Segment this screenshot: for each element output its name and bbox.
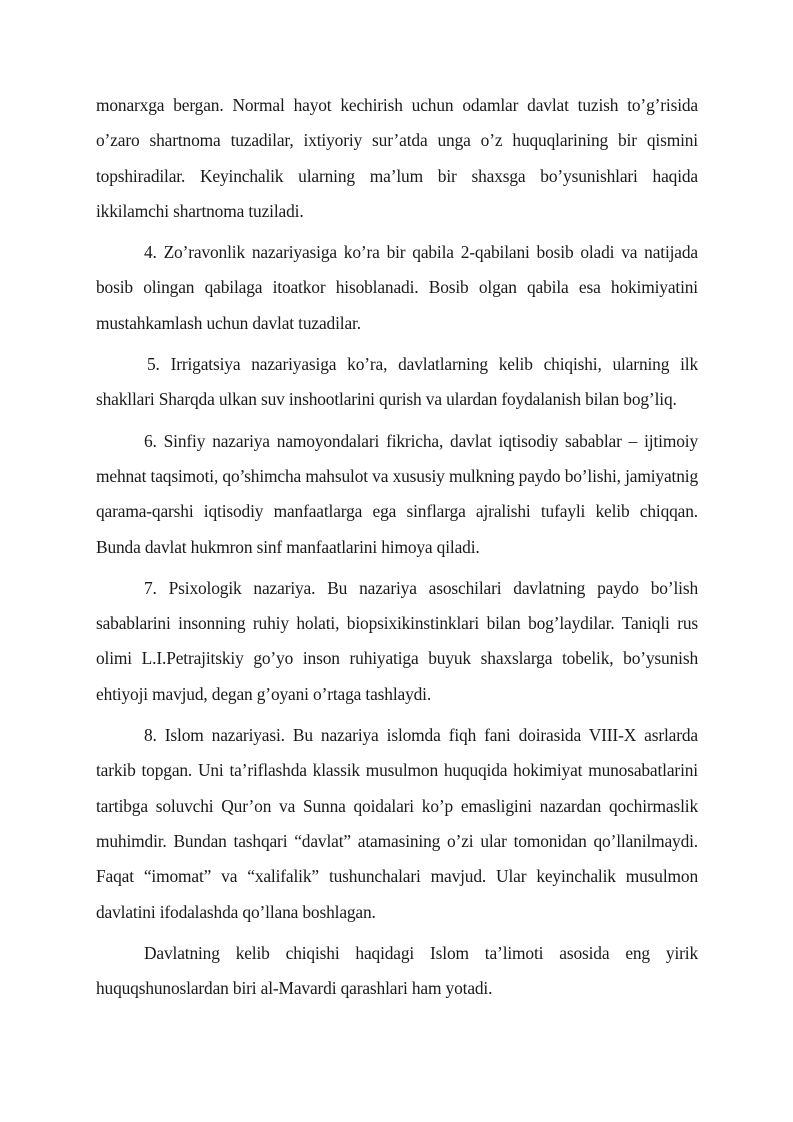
paragraph-theory-6: 6. Sinfiy nazariya namoyondalari fikricha, davlat iqtisodiy sabablar – ijtimoiy mehnat taqsimoti, qo’shimcha mahsulot va xususiy mulkning paydo bo’lishi, jamiyatnig qarama-qarshi iqtisodiy manfaatlarga ega sinflarga ajralishi tufayli kelib chiqqan. Bunda davlat hukmron sinf manfaatlarini himoya qiladi. <box>96 430 698 557</box>
paragraph-islam-teaching: Davlatning kelib chiqishi haqidagi Islom ta’limoti asosida eng yirik huquqshunoslardan biri al-Mavardi qarashlari ham yotadi. <box>96 942 698 999</box>
paragraph-theory-8: 8. Islom nazariyasi. Bu nazariya islomda fiqh fani doirasida VIII-X asrlarda tarkib topgan. Uni ta’riflashda klassik musulmon huquqida hokimiyat munosabatlarini tartibga soluvchi Qur’on va Sunna qoidalari ko’p emasligini nazardan qochirmaslik muhimdir. Bundan tashqari “davlat” atamasining o’zi ular tomonidan qo’llanilmaydi. Faqat “imomat” va “xalifalik” tushunchalari mavjud. Ular keyinchalik musulmon davlatini ifodalashda qo’llana boshlagan. <box>96 725 698 922</box>
paragraph-continuation: monarxga bergan. Normal hayot kechirish uchun odamlar davlat tuzish to’g’risida o’zaro shartnoma tuzadilar, ixtiyoriy sur’atda unga o’z huquqlarining bir qismini topshiradilar. Keyinchalik ularning ma’lum bir shaxsga bo’ysunishlari haqida ikkilamchi shartnoma tuziladi. <box>96 95 698 221</box>
document-body <box>96 88 698 1012</box>
paragraph-theory-7: 7. Psixologik nazariya. Bu nazariya asoschilari davlatning paydo bo’lish sabablarini insonning ruhiy holati, biopsixikinstinklari bilan bog’laydilar. Taniqli rus olimi L.I.Petrajitskiy go’yo inson ruhiyatiga buyuk shaxslarga tobelik, bo’ysunish ehtiyoji mavjud, degan g’oyani o’rtaga tashlaydi. <box>96 577 698 704</box>
paragraph-theory-4: 4. Zo’ravonlik nazariyasiga ko’ra bir qabila 2-qabilani bosib oladi va natijada bosib olingan qabilaga itoatkor hisoblanadi. Bosib olgan qabila esa hokimiyatini mustahkamlash uchun davlat tuzadilar. <box>96 242 698 333</box>
paragraph-theory-5: 5. Irrigatsiya nazariyasiga ko’ra, davlatlarning kelib chiqishi, ularning ilk shakllari Sharqda ulkan suv inshootlarini qurish va ulardan foydalanish bilan bog’liq. <box>96 354 698 410</box>
